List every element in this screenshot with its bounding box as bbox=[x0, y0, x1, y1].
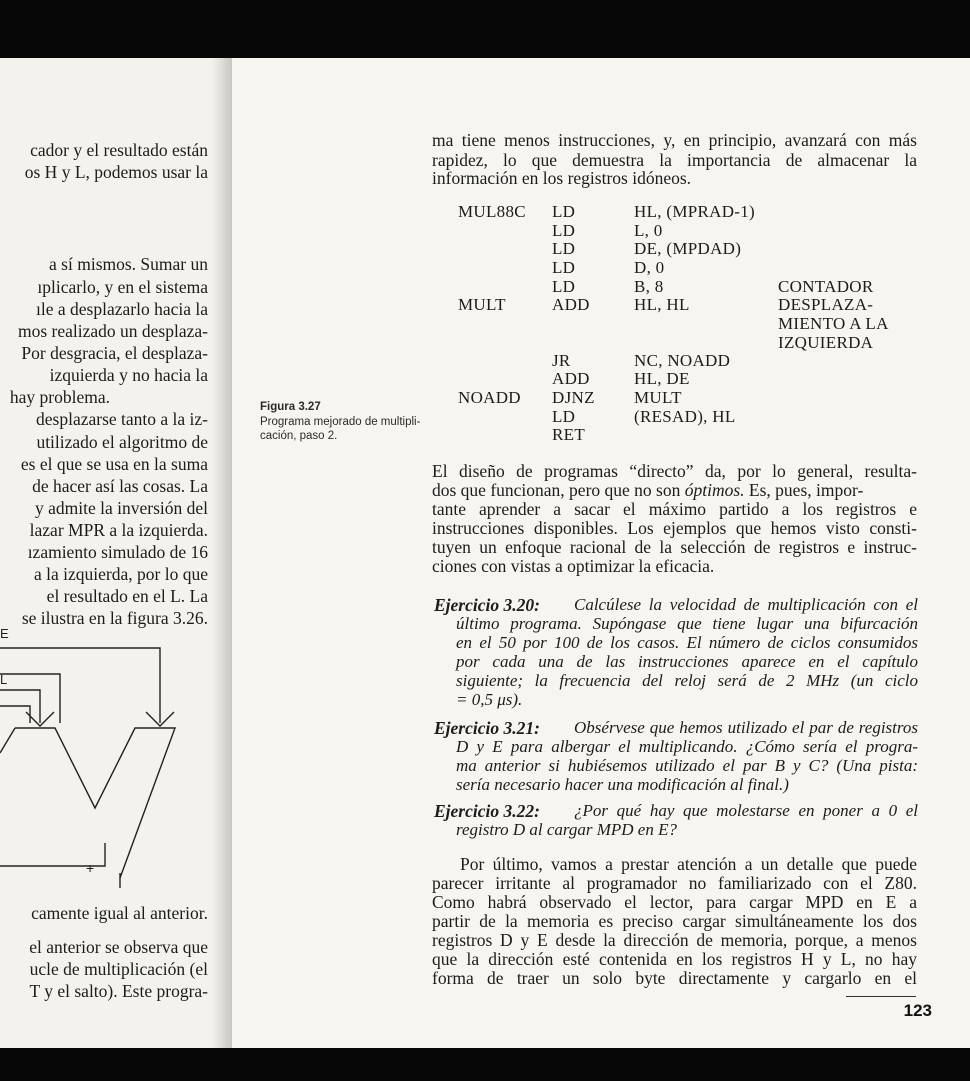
body-text-line: instrucciones disponibles. Los ejemplos que hemos visto consti- bbox=[432, 518, 917, 538]
body-text-line: información en los registros idóneos. bbox=[432, 168, 692, 188]
body-text-line: registros D y E desde la dirección de memoria, porque, a menos bbox=[432, 930, 917, 950]
diagram-operator: + bbox=[86, 860, 95, 876]
code-comment: CONTADOR bbox=[778, 277, 874, 296]
code-label: NOADD bbox=[458, 388, 521, 407]
code-arg: HL, (MPRAD-1) bbox=[634, 202, 756, 221]
figure-caption-title: Figura 3.27 bbox=[260, 401, 321, 413]
body-text-line: Por último, vamos a prestar atención a un detalle que puede bbox=[460, 854, 917, 874]
exercise-line: registro D al cargar MPD en E? bbox=[456, 820, 677, 839]
left-page bbox=[0, 58, 232, 1048]
exercise-line: D y E para albergar el multiplicando. ¿Cómo sería el progra- bbox=[456, 737, 918, 756]
code-comment: DESPLAZA- bbox=[778, 295, 874, 314]
figure-caption-line: cación, paso 2. bbox=[260, 430, 338, 442]
wire-e bbox=[0, 648, 160, 723]
body-text-line: El diseño de programas “directo” da, por lo general, resulta- bbox=[432, 461, 917, 481]
page-number: 123 bbox=[903, 1001, 932, 1020]
code-op: ADD bbox=[552, 369, 590, 388]
exercise-line: en el 50 por 100 de los casos. El número de ciclos consumidos bbox=[456, 633, 918, 652]
left-text-line: T y el salto). Este progra- bbox=[29, 981, 208, 1001]
body-text-line: tante aprender a sacar el máximo partido a los registros e bbox=[432, 499, 917, 519]
body-text-line: partir de la memoria es preciso cargar simultáneamente los dos bbox=[432, 911, 917, 931]
left-text-line: ıplicarlo, y en el sistema bbox=[37, 277, 208, 297]
body-text-span: dos que funcionan, pero que no son bbox=[432, 480, 681, 500]
exercise-line: ¿Por qué hay que molestarse en poner a 0 el bbox=[574, 801, 918, 820]
code-op: LD bbox=[552, 221, 576, 240]
exercise-line: siguiente; la frecuencia del reloj será de 2 MHz (un ciclo bbox=[456, 671, 918, 690]
exercise-label: Ejercicio 3.21: bbox=[434, 718, 540, 738]
adder-diagram bbox=[0, 618, 232, 888]
code-arg: L, 0 bbox=[634, 221, 663, 240]
exercise-line: = 0,5 μs). bbox=[456, 690, 523, 709]
body-text-line: que la dirección esté contenida en los registros H y L, no hay bbox=[432, 949, 917, 969]
body-text-line: tuyen un enfoque racional de la selección de registros e instruc- bbox=[432, 537, 917, 557]
left-text-line: desplazarse tanto a la iz- bbox=[36, 409, 208, 429]
figure-caption-line: Programa mejorado de multipli- bbox=[260, 416, 421, 428]
diagram-label-l: L bbox=[0, 672, 8, 687]
code-op: JR bbox=[552, 351, 571, 370]
left-text-line: el anterior se observa que bbox=[29, 937, 208, 957]
code-arg: HL, DE bbox=[634, 369, 690, 388]
code-arg: DE, (MPDAD) bbox=[634, 239, 742, 258]
body-text-line: parecer irritante al programador no familiarizado con el Z80. bbox=[432, 873, 917, 893]
bleed-through: · bbox=[262, 128, 266, 142]
exercise-line: sería necesario hacer una modificación al final.) bbox=[456, 775, 789, 794]
code-op: LD bbox=[552, 277, 576, 296]
body-text-emphasis: óptimos. bbox=[684, 480, 745, 500]
code-op: LD bbox=[552, 202, 576, 221]
code-op: LD bbox=[552, 258, 576, 277]
body-text-line: forma de traer un solo byte directamente y cargarlo en el bbox=[432, 968, 917, 988]
left-text-line: a la izquierda, por lo que bbox=[34, 564, 208, 584]
exercise-line: ma anterior si hubiésemos utilizado el par B y C? (Una pista: bbox=[456, 756, 918, 775]
left-text-line: y admite la inversión del bbox=[34, 498, 208, 518]
page-number-rule bbox=[846, 996, 916, 997]
left-text-line: el resultado en el L. La bbox=[46, 586, 208, 606]
body-text-span: Es, pues, impor- bbox=[744, 480, 864, 500]
left-text-line: ızamiento simulado de 16 bbox=[27, 542, 208, 562]
left-text-line: utilizado el algoritmo de bbox=[36, 432, 208, 452]
diagram-label-e: E bbox=[0, 626, 9, 641]
exercise-line: último programa. Supóngase que tiene lugar una bifurcación bbox=[456, 614, 918, 633]
left-text-line: es el que se usa en la suma bbox=[20, 454, 208, 474]
left-text-line: ıle a desplazarlo hacia la bbox=[36, 299, 208, 319]
left-text-line: se ilustra en la figura 3.26. bbox=[21, 608, 208, 628]
code-label: MULT bbox=[458, 295, 506, 314]
exercise-label: Ejercicio 3.22: bbox=[434, 801, 540, 821]
left-text-line: hay problema. bbox=[9, 387, 110, 407]
code-comment: MIENTO A LA bbox=[778, 314, 889, 333]
left-text-line: Por desgracia, el desplaza- bbox=[21, 343, 208, 363]
left-text-line: camente igual al anterior. bbox=[31, 903, 208, 923]
left-text-line: cador y el resultado están bbox=[30, 140, 208, 160]
exercise-line: Calcúlese la velocidad de multiplicación con el bbox=[574, 595, 918, 614]
code-op: LD bbox=[552, 407, 576, 426]
code-op: DJNZ bbox=[552, 388, 595, 407]
left-text-line: de hacer así las cosas. La bbox=[32, 476, 208, 496]
exercise-label: Ejercicio 3.20: bbox=[434, 595, 540, 615]
code-op: LD bbox=[552, 239, 576, 258]
body-text-line: Como habrá observado el lector, para cargar MPD en E a bbox=[432, 892, 917, 912]
right-page bbox=[232, 58, 970, 1048]
left-text-line: lazar MPR a la izquierda. bbox=[29, 520, 208, 540]
body-text-line: ciones con vistas a optimizar la eficacia. bbox=[432, 556, 715, 576]
code-arg: HL, HL bbox=[634, 295, 690, 314]
code-arg: NC, NOADD bbox=[634, 351, 731, 370]
code-label: MUL88C bbox=[458, 202, 526, 221]
body-text-line: rapidez, lo que demuestra la importancia de almacenar la bbox=[432, 150, 917, 170]
left-text-line: izquierda y no hacia la bbox=[49, 365, 208, 385]
code-op: RET bbox=[552, 425, 586, 444]
code-op: ADD bbox=[552, 295, 590, 314]
code-arg: B, 8 bbox=[634, 277, 664, 296]
code-comment: IZQUIERDA bbox=[778, 333, 874, 352]
exercise-line: por cada una de las instrucciones aparece en el capítulo bbox=[456, 652, 918, 671]
code-arg: MULT bbox=[634, 388, 682, 407]
exercise-line: Obsérvese que hemos utilizado el par de registros bbox=[574, 718, 918, 737]
left-text-line: mos realizado un desplaza- bbox=[18, 321, 208, 341]
body-text-line: ma tiene menos instrucciones, y, en principio, avanzará con más bbox=[432, 130, 917, 150]
left-text-line: os H y L, podemos usar la bbox=[24, 162, 208, 182]
left-text-line: a sí mismos. Sumar un bbox=[49, 254, 208, 274]
body-text-line bbox=[432, 480, 917, 501]
left-text-line: ucle de multiplicación (el bbox=[29, 959, 208, 979]
adder-shape bbox=[15, 728, 175, 878]
code-arg: (RESAD), HL bbox=[634, 407, 736, 426]
code-arg: D, 0 bbox=[634, 258, 665, 277]
